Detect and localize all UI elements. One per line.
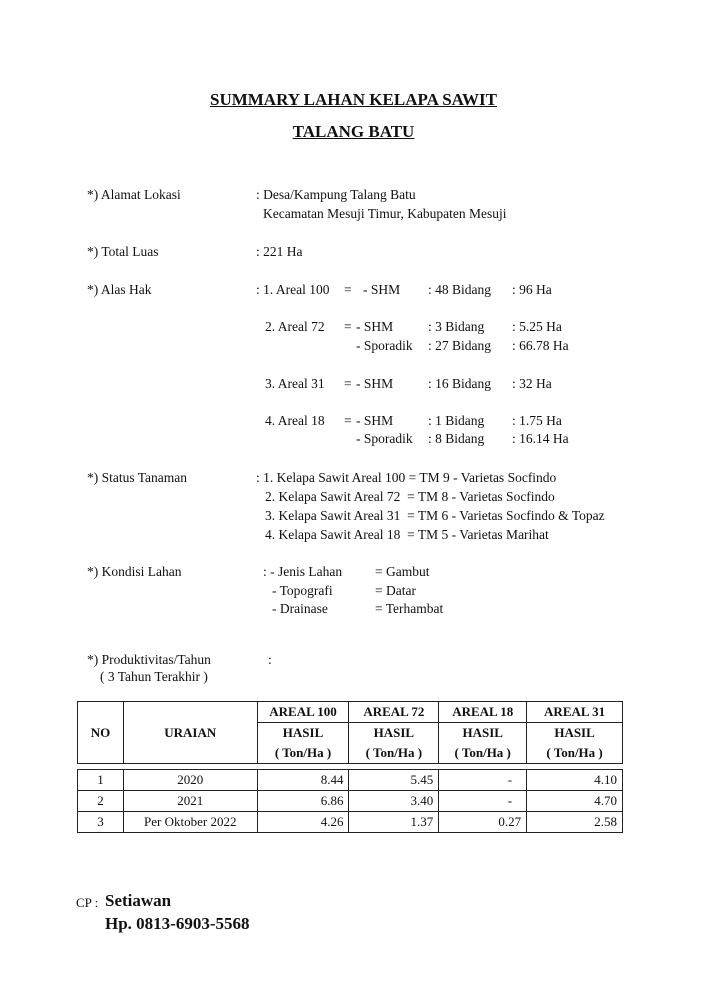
contact-name: Setiawan bbox=[105, 891, 172, 910]
alas-hak-type: - SHM bbox=[356, 413, 394, 428]
cell-value: 4.10 bbox=[527, 770, 623, 791]
alas-hak-ha: : 1.75 Ha bbox=[512, 413, 562, 428]
cell-value: - bbox=[439, 791, 527, 812]
alas-hak-eq: = bbox=[344, 413, 352, 428]
alas-hak-ha: : 96 Ha bbox=[512, 282, 552, 297]
col-no-header: NO bbox=[78, 702, 124, 764]
hasil-header: HASIL bbox=[349, 723, 439, 744]
alas-hak-type: - SHM bbox=[356, 376, 394, 391]
alas-hak-area: 3. Areal 31 bbox=[265, 376, 325, 391]
alas-hak-type: - SHM bbox=[363, 282, 401, 297]
cell-uraian: 2020 bbox=[123, 770, 257, 791]
kondisi-key: : - Jenis Lahan bbox=[263, 564, 343, 579]
cell-value: 1.37 bbox=[349, 812, 439, 833]
contact-prefix: CP : bbox=[76, 895, 99, 910]
col-area-header: AREAL 100 bbox=[257, 702, 349, 723]
cell-no: 3 bbox=[78, 812, 124, 833]
produktivitas-label: *) Produktivitas/Tahun bbox=[87, 652, 211, 667]
total-luas-label: *) Total Luas bbox=[87, 244, 159, 259]
hasil-header: HASIL bbox=[257, 723, 349, 744]
alas-hak-bidang: : 8 Bidang bbox=[428, 431, 485, 446]
alas-hak-eq: = bbox=[344, 282, 352, 297]
alas-hak-ha: : 66.78 Ha bbox=[512, 338, 569, 353]
col-area-header: AREAL 72 bbox=[349, 702, 439, 723]
alas-hak-bidang: : 3 Bidang bbox=[428, 319, 485, 334]
unit-header: ( Ton/Ha ) bbox=[439, 743, 527, 764]
cell-value: 0.27 bbox=[439, 812, 527, 833]
produktivitas-sublabel: ( 3 Tahun Terakhir ) bbox=[100, 669, 208, 684]
alas-hak-type: - SHM bbox=[356, 319, 394, 334]
alas-hak-eq: = bbox=[344, 376, 352, 391]
alas-hak-area: 4. Areal 18 bbox=[265, 413, 325, 428]
cell-value: 6.86 bbox=[257, 791, 349, 812]
alas-hak-type: - Sporadik bbox=[356, 338, 413, 353]
cell-value: 5.45 bbox=[349, 770, 439, 791]
status-tanaman-line: : 1. Kelapa Sawit Areal 100 = TM 9 - Varietas Socfindo bbox=[256, 470, 557, 485]
status-tanaman-line: 3. Kelapa Sawit Areal 31 = TM 6 - Varietas Socfindo & Topaz bbox=[265, 508, 605, 523]
hasil-header: HASIL bbox=[439, 723, 527, 744]
unit-header: ( Ton/Ha ) bbox=[257, 743, 349, 764]
cell-no: 2 bbox=[78, 791, 124, 812]
alas-hak-area: 2. Areal 72 bbox=[265, 319, 325, 334]
page-title: SUMMARY LAHAN KELAPA SAWIT bbox=[209, 90, 497, 109]
status-tanaman-line: 2. Kelapa Sawit Areal 72 = TM 8 - Varietas Socfindo bbox=[265, 489, 555, 504]
cell-no: 1 bbox=[78, 770, 124, 791]
produktivitas-colon: : bbox=[268, 652, 272, 667]
status-tanaman-label: *) Status Tanaman bbox=[87, 470, 188, 485]
col-area-header: AREAL 31 bbox=[527, 702, 623, 723]
kondisi-lahan-label: *) Kondisi Lahan bbox=[87, 564, 182, 579]
kondisi-value: = Gambut bbox=[375, 564, 430, 579]
alas-hak-ha: : 32 Ha bbox=[512, 376, 552, 391]
cell-value: 4.70 bbox=[527, 791, 623, 812]
alas-hak-bidang: : 27 Bidang bbox=[428, 338, 491, 353]
hasil-header: HASIL bbox=[527, 723, 623, 744]
table-row bbox=[78, 770, 623, 791]
cell-value: - bbox=[439, 770, 527, 791]
alas-hak-type: - Sporadik bbox=[356, 431, 413, 446]
unit-header: ( Ton/Ha ) bbox=[527, 743, 623, 764]
table-row bbox=[78, 812, 623, 833]
kondisi-key: - Topografi bbox=[272, 583, 333, 598]
alamat-line1: : Desa/Kampung Talang Batu bbox=[256, 187, 416, 202]
cell-value: 4.26 bbox=[257, 812, 349, 833]
alas-hak-bidang: : 48 Bidang bbox=[428, 282, 491, 297]
cell-value: 2.58 bbox=[527, 812, 623, 833]
unit-header: ( Ton/Ha ) bbox=[349, 743, 439, 764]
alas-hak-ha: : 16.14 Ha bbox=[512, 431, 569, 446]
alas-hak-bidang: : 16 Bidang bbox=[428, 376, 491, 391]
kondisi-value: = Terhambat bbox=[375, 601, 444, 616]
contact-phone: Hp. 0813-6903-5568 bbox=[105, 914, 250, 933]
alas-hak-eq: = bbox=[344, 319, 352, 334]
cell-uraian: Per Oktober 2022 bbox=[123, 812, 257, 833]
cell-uraian: 2021 bbox=[123, 791, 257, 812]
productivity-table bbox=[77, 701, 623, 833]
table-header-row bbox=[78, 702, 623, 723]
cell-value: 3.40 bbox=[349, 791, 439, 812]
page-subtitle: TALANG BATU bbox=[292, 122, 415, 141]
cell-value: 8.44 bbox=[257, 770, 349, 791]
col-uraian-header: URAIAN bbox=[123, 702, 257, 764]
total-luas-value: : 221 Ha bbox=[256, 244, 303, 259]
col-area-header: AREAL 18 bbox=[439, 702, 527, 723]
alamat-label: *) Alamat Lokasi bbox=[87, 187, 181, 202]
alas-hak-bidang: : 1 Bidang bbox=[428, 413, 485, 428]
alas-hak-ha: : 5.25 Ha bbox=[512, 319, 562, 334]
alas-hak-area: : 1. Areal 100 bbox=[256, 282, 330, 297]
table-row bbox=[78, 791, 623, 812]
alamat-line2: Kecamatan Mesuji Timur, Kabupaten Mesuji bbox=[263, 206, 507, 221]
kondisi-key: - Drainase bbox=[272, 601, 328, 616]
status-tanaman-line: 4. Kelapa Sawit Areal 18 = TM 5 - Varietas Marihat bbox=[265, 527, 549, 542]
alas-hak-label: *) Alas Hak bbox=[87, 282, 152, 297]
kondisi-value: = Datar bbox=[375, 583, 416, 598]
